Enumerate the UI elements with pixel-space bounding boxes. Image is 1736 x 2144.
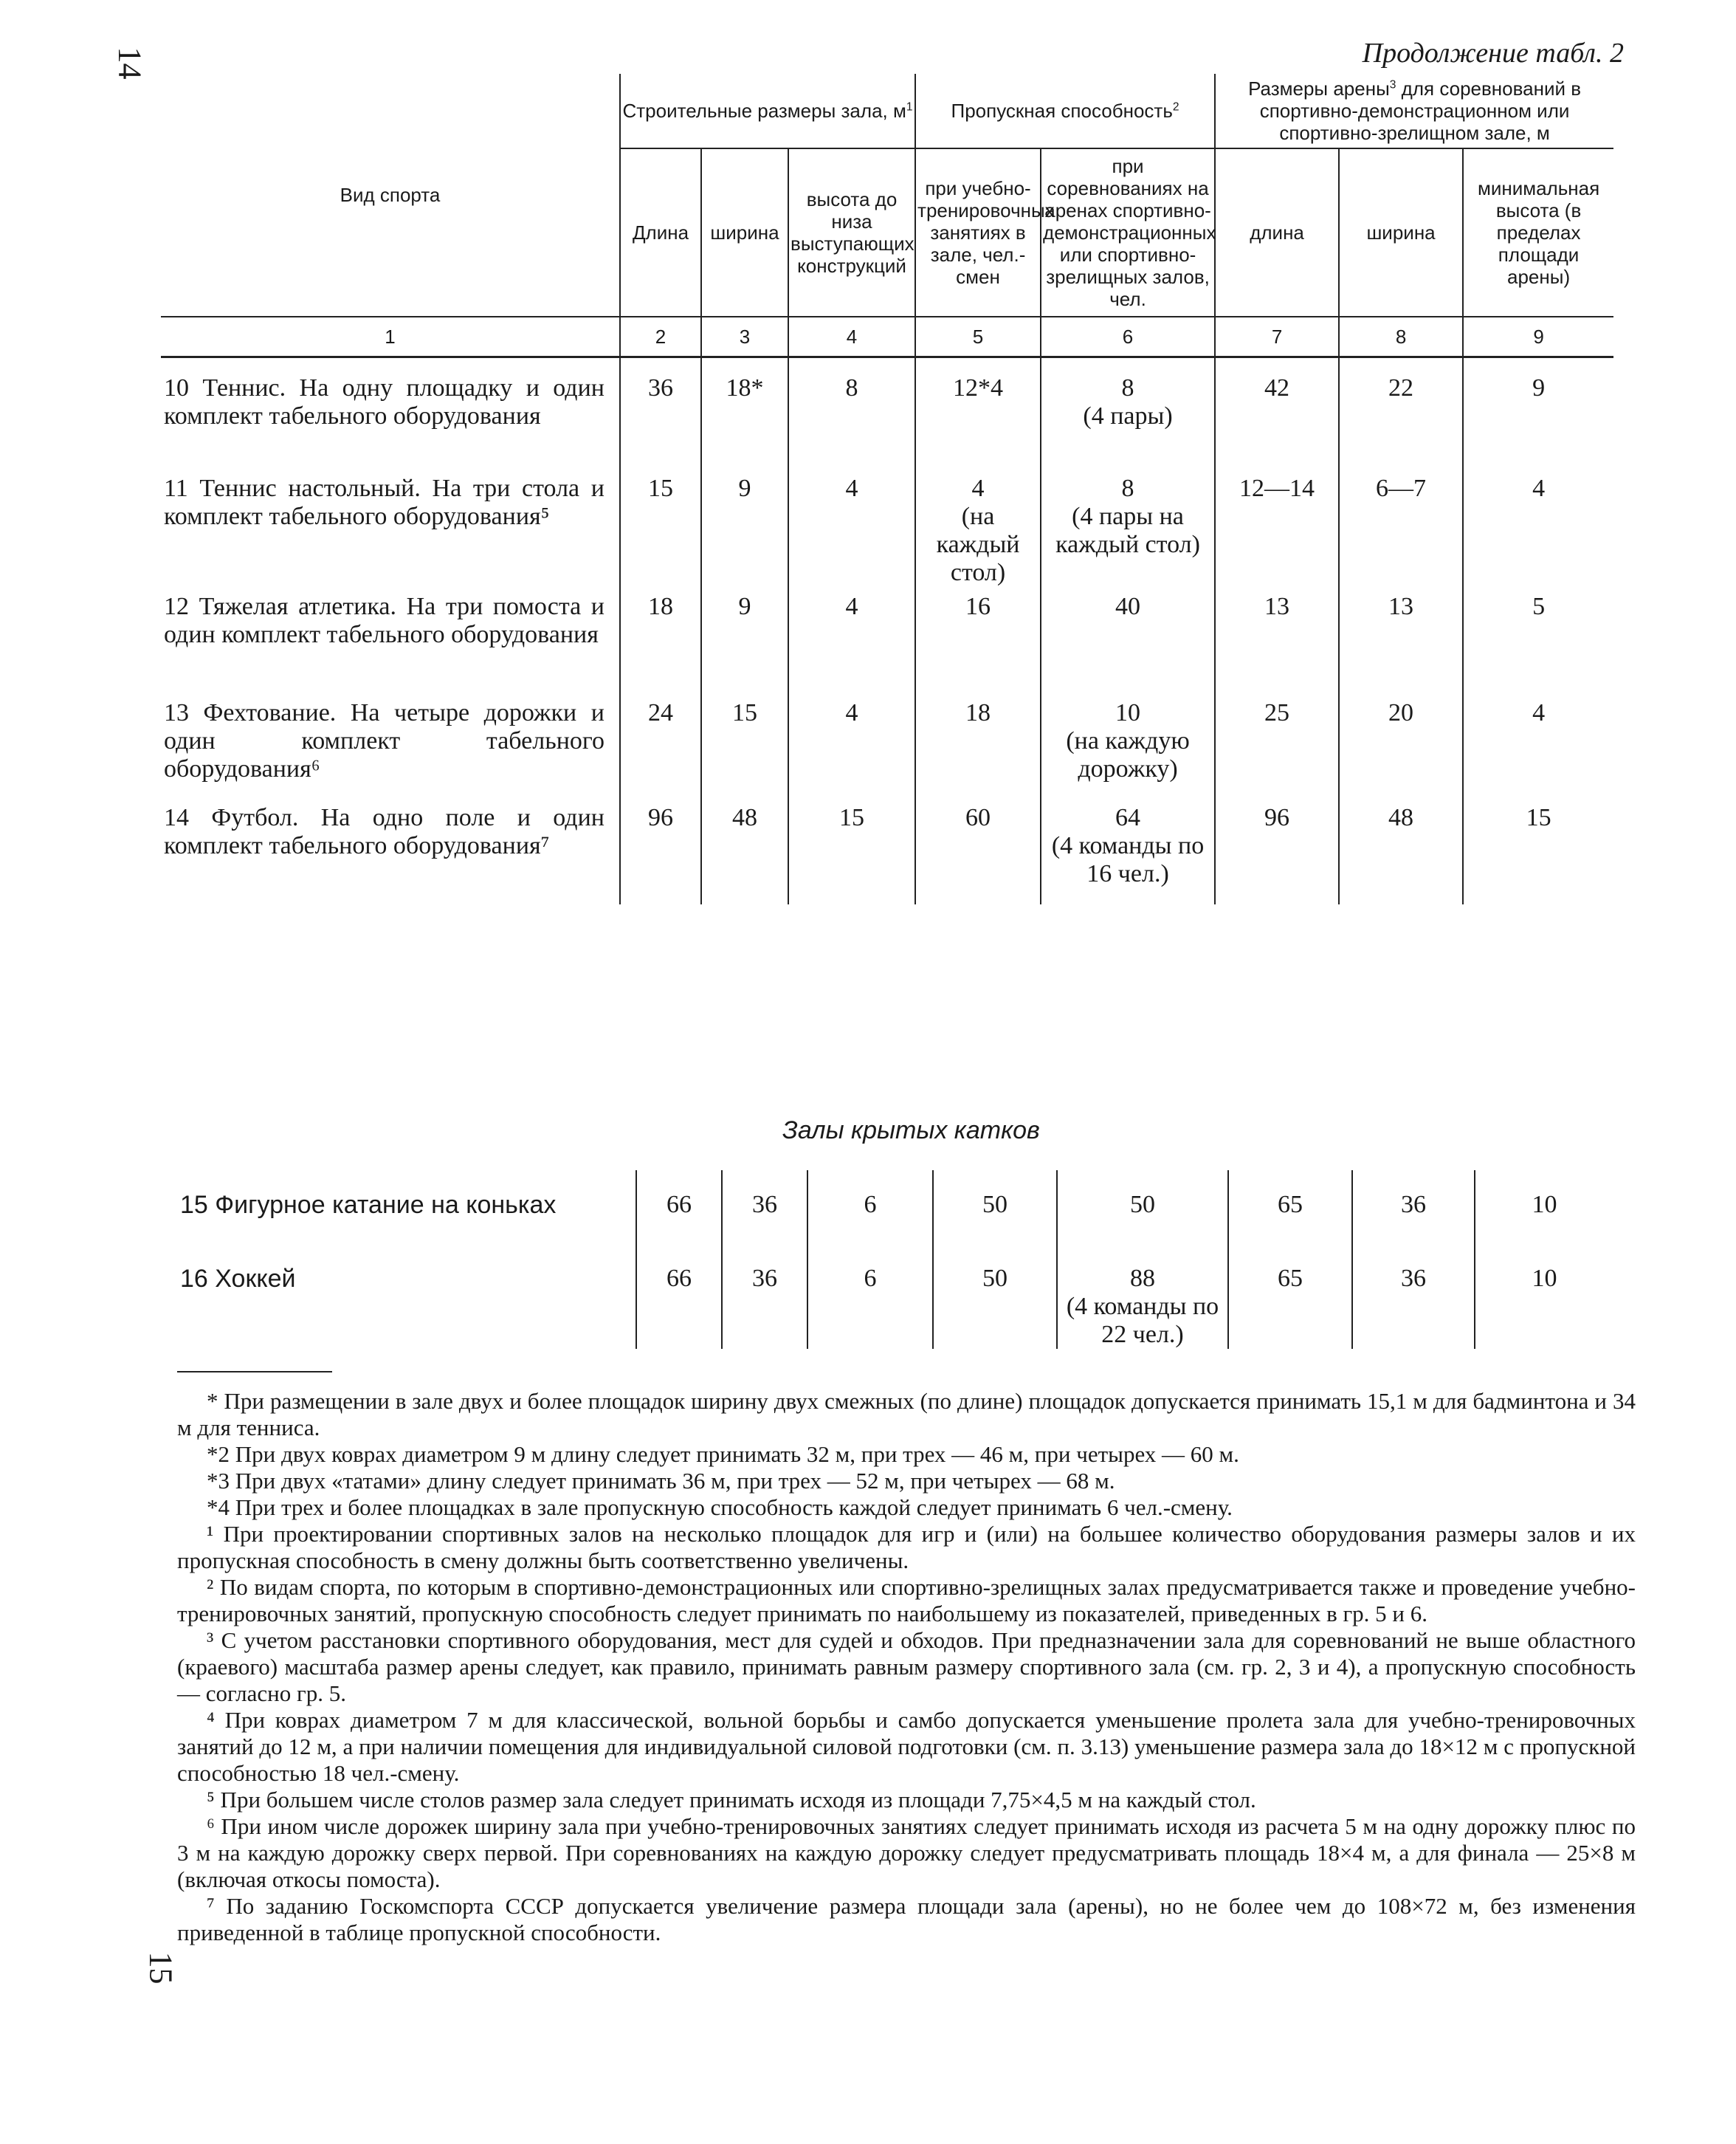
column-number: 5 bbox=[915, 317, 1041, 357]
sports-halls-table bbox=[161, 74, 1613, 904]
header-capacity-competition: при соревнованиях на аренах спортивно-демонстрационных или спортивно-зрелищных залов, чел. bbox=[1041, 148, 1215, 317]
row-sport: 10 Теннис. На одну площадку и один комплект табельного оборудования bbox=[164, 374, 604, 430]
row-height: 8 bbox=[788, 371, 915, 472]
header-width: ширина bbox=[701, 148, 788, 317]
row-arena-length: 13 bbox=[1215, 590, 1339, 696]
table-row bbox=[177, 1244, 1613, 1349]
footnote: ⁵ При большем числе столов размер зала следует принимать исходя из площади 7,75×4,5 м на каждый стол. bbox=[207, 1787, 1256, 1813]
header-length: Длина bbox=[620, 148, 701, 317]
column-number: 8 bbox=[1339, 317, 1463, 357]
row-arena-width: 6—7 bbox=[1339, 472, 1463, 590]
row-arena-length: 42 bbox=[1215, 371, 1339, 472]
column-number: 3 bbox=[701, 317, 788, 357]
header-arena-width: ширина bbox=[1339, 148, 1463, 317]
row-arena-height: 9 bbox=[1463, 371, 1613, 472]
row-capacity-competition: 8 (4 пары на каждый стол) bbox=[1041, 472, 1215, 590]
footnote: ⁴ При коврах диаметром 7 м для классической, вольной борьбы и самбо допускается уменьшение пролета зала для учебно-тренировочных занятий до 12 м, а при наличии помещения для индивидуальной силовой подготовки (см. п. 3.13) уменьшение размера зала до 18×12 м с пропускной способностью 18 чел.-смену. bbox=[177, 1707, 1636, 1786]
column-number: 2 bbox=[620, 317, 701, 357]
row-sport: 14 Футбол. На одно поле и один комплект табельного оборудования⁷ bbox=[164, 804, 604, 859]
row-arena-width: 22 bbox=[1339, 371, 1463, 472]
footnote: * При размещении в зале двух и более площадок ширину двух смежных (по длине) площадок допускается принимать 15,1 м для бадминтона и 34 м для тенниса. bbox=[177, 1388, 1636, 1440]
row-arena-height: 4 bbox=[1463, 696, 1613, 801]
header-capacity: Пропускная способность$^2$ bbox=[915, 74, 1215, 148]
table-row bbox=[161, 472, 1613, 590]
footnote: ¹ При проектировании спортивных залов на несколько площадок для игр и (или) на большее количество оборудования размеры залов и их пропускная способность в смену должны быть соответственно увеличены. bbox=[177, 1521, 1636, 1573]
row-arena-width: 48 bbox=[1339, 801, 1463, 904]
row-length: 66 bbox=[636, 1244, 722, 1349]
header-arena-height: минимальная высота (в пределах площади арены) bbox=[1463, 148, 1613, 317]
table-row bbox=[177, 1170, 1613, 1244]
row-length: 96 bbox=[620, 801, 701, 904]
row-length: 66 bbox=[636, 1170, 722, 1244]
footnotes bbox=[177, 1388, 1636, 1946]
row-height: 6 bbox=[807, 1244, 933, 1349]
header-arena-dimensions: Размеры арены$^3$ для соревнований в спортивно-демонстрационном или спортивно-зрелищном зале, м bbox=[1215, 74, 1613, 148]
ice-rinks-table bbox=[177, 1170, 1613, 1349]
row-sport: 13 Фехтование. На четыре дорожки и один комплект табельного оборудования⁶ bbox=[164, 699, 604, 783]
footnote: ³ С учетом расстановки спортивного оборудования, мест для судей и обходов. При предназначении зала для соревнований не выше областного (краевого) масштаба размер арены следует, как правило, принимать равным размеру спортивного зала (см. гр. 2, 3 и 4), а пропускную способность — согласно гр. 5. bbox=[177, 1627, 1636, 1706]
row-sport: 11 Теннис настольный. На три стола и комплект табельного оборудования⁵ bbox=[164, 475, 604, 530]
header-arena-length: длина bbox=[1215, 148, 1339, 317]
column-number: 4 bbox=[788, 317, 915, 357]
row-arena-length: 12—14 bbox=[1215, 472, 1339, 590]
row-width: 18* bbox=[701, 371, 788, 472]
row-width: 36 bbox=[722, 1170, 807, 1244]
footnote: *2 При двух коврах диаметром 9 м длину следует принимать 32 м, при трех — 46 м, при четырех — 60 м. bbox=[207, 1441, 1239, 1467]
row-width: 48 bbox=[701, 801, 788, 904]
row-capacity-training: 4 (на каждый стол) bbox=[915, 472, 1041, 590]
column-number: 7 bbox=[1215, 317, 1339, 357]
table-row bbox=[161, 801, 1613, 904]
footnote: *3 При двух «татами» длину следует принимать 36 м, при трех — 52 м, при четырех — 68 м. bbox=[207, 1468, 1115, 1494]
header-sport: Вид спорта bbox=[161, 74, 620, 317]
row-capacity-training: 12*4 bbox=[915, 371, 1041, 472]
row-capacity-training: 16 bbox=[915, 590, 1041, 696]
row-height: 4 bbox=[788, 472, 915, 590]
footnote: ² По видам спорта, по которым в спортивно-демонстрационных или спортивно-зрелищных залах предусматривается также и проведение учебно-тренировочных занятий, пропускную способность следует принимать по наибольшему из показателей, приведенных в гр. 5 и 6. bbox=[177, 1574, 1636, 1626]
row-arena-length: 25 bbox=[1215, 696, 1339, 801]
row-capacity-competition: 8 (4 пары) bbox=[1041, 371, 1215, 472]
row-length: 15 bbox=[620, 472, 701, 590]
row-sport: 16 Хоккей bbox=[180, 1265, 296, 1293]
continuation-title: Продолжение табл. 2 bbox=[1362, 38, 1624, 69]
row-capacity-competition: 50 bbox=[1057, 1170, 1228, 1244]
section-title: Залы крытых катков bbox=[782, 1116, 1040, 1144]
row-arena-width: 20 bbox=[1339, 696, 1463, 801]
row-capacity-training: 18 bbox=[915, 696, 1041, 801]
row-arena-height: 10 bbox=[1475, 1170, 1613, 1244]
row-width: 9 bbox=[701, 472, 788, 590]
row-arena-height: 5 bbox=[1463, 590, 1613, 696]
footnote: *4 При трех и более площадках в зале пропускную способность каждой следует принимать 6 чел.-смену. bbox=[207, 1494, 1233, 1520]
row-capacity-competition: 64 (4 команды по 16 чел.) bbox=[1041, 801, 1215, 904]
row-length: 36 bbox=[620, 371, 701, 472]
row-arena-length: 65 bbox=[1228, 1170, 1352, 1244]
row-width: 15 bbox=[701, 696, 788, 801]
header-capacity-training: при учебно-тренировочных занятиях в зале, чел.-смен bbox=[915, 148, 1041, 317]
table-row bbox=[161, 590, 1613, 696]
row-height: 4 bbox=[788, 696, 915, 801]
table-row bbox=[161, 371, 1613, 472]
page-number-right: 15 bbox=[142, 1951, 179, 1985]
column-number: 1 bbox=[161, 317, 620, 357]
row-capacity-training: 50 bbox=[933, 1170, 1057, 1244]
footnote-separator bbox=[177, 1371, 332, 1372]
row-capacity-training: 50 bbox=[933, 1244, 1057, 1349]
row-capacity-competition: 10 (на каждую дорожку) bbox=[1041, 696, 1215, 801]
row-arena-width: 36 bbox=[1352, 1170, 1475, 1244]
column-number: 9 bbox=[1463, 317, 1613, 357]
footnote: ⁶ При ином числе дорожек ширину зала при учебно-тренировочных занятиях следует принимать исходя из расчета 5 м на одну дорожку плюс по 3 м на каждую дорожку сверх первой. При соревнованиях на каждую дорожку следует предусматривать площадь 18×4 м, а для финала — 25×8 м (включая откосы помоста). bbox=[177, 1813, 1636, 1892]
page-number-left: 14 bbox=[111, 47, 148, 80]
row-arena-length: 65 bbox=[1228, 1244, 1352, 1349]
row-arena-height: 15 bbox=[1463, 801, 1613, 904]
row-sport: 12 Тяжелая атлетика. На три помоста и один комплект табельного оборудования bbox=[164, 593, 604, 648]
column-number: 6 bbox=[1041, 317, 1215, 357]
row-width: 9 bbox=[701, 590, 788, 696]
row-length: 24 bbox=[620, 696, 701, 801]
row-arena-width: 36 bbox=[1352, 1244, 1475, 1349]
row-capacity-competition: 88 (4 команды по 22 чел.) bbox=[1057, 1244, 1228, 1349]
row-height: 4 bbox=[788, 590, 915, 696]
row-arena-width: 13 bbox=[1339, 590, 1463, 696]
row-height: 15 bbox=[788, 801, 915, 904]
row-arena-length: 96 bbox=[1215, 801, 1339, 904]
row-arena-height: 10 bbox=[1475, 1244, 1613, 1349]
table-row bbox=[161, 696, 1613, 801]
row-capacity-training: 60 bbox=[915, 801, 1041, 904]
header-building-dimensions: Строительные размеры зала, $м^1$ bbox=[620, 74, 915, 148]
header-height: высота до низа выступающих конструкций bbox=[788, 148, 915, 317]
footnote: ⁷ По заданию Госкомспорта СССР допускается увеличение размера площади зала (арены), но не более чем до 108×72 м, без изменения приведенной в таблице пропускной способности. bbox=[177, 1893, 1636, 1945]
row-arena-height: 4 bbox=[1463, 472, 1613, 590]
row-capacity-competition: 40 bbox=[1041, 590, 1215, 696]
row-width: 36 bbox=[722, 1244, 807, 1349]
row-length: 18 bbox=[620, 590, 701, 696]
row-height: 6 bbox=[807, 1170, 933, 1244]
row-sport: 15 Фигурное катание на коньках bbox=[180, 1191, 557, 1219]
